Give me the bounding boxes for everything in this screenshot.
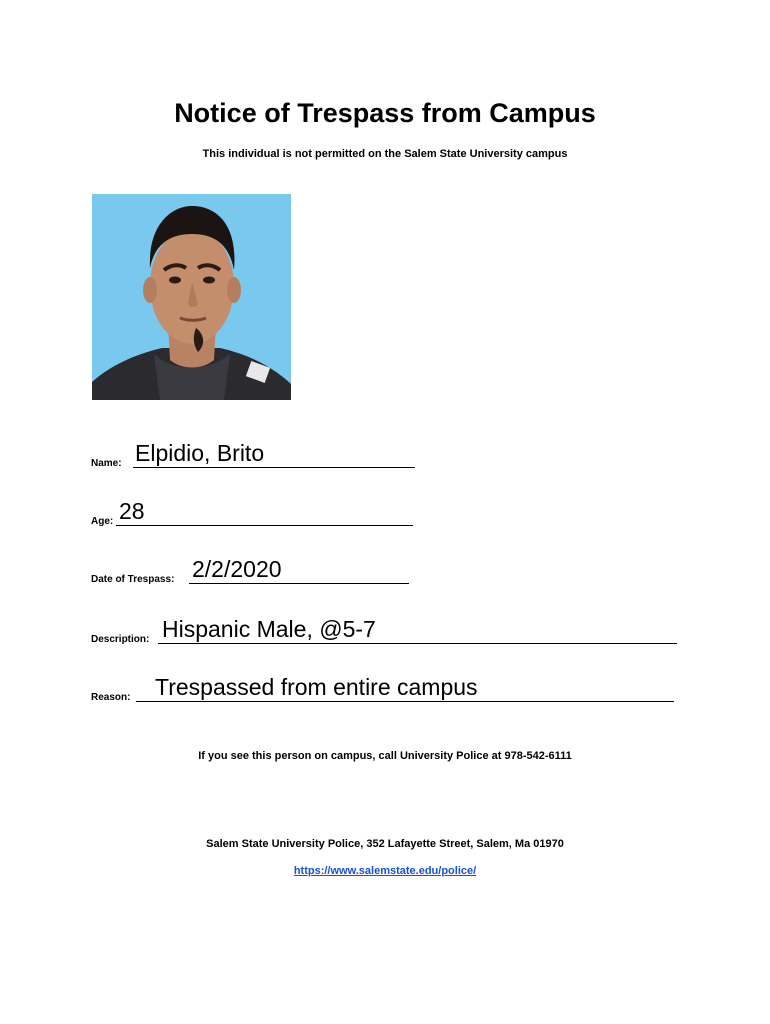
name-underline: [133, 467, 415, 468]
description-field: [91, 616, 681, 646]
reason-value: Trespassed from entire campus: [155, 674, 478, 700]
date-of-trespass-value: 2/2/2020: [192, 556, 282, 582]
document-subtitle: This individual is not permitted on the Salem State University campus: [202, 148, 568, 160]
call-police-notice: If you see this person on campus, call University Police at 978-542-6111: [198, 750, 572, 762]
name-label: Name:: [91, 458, 122, 469]
person-photo-icon: [92, 194, 291, 400]
name-field: [91, 440, 421, 470]
document-title: Notice of Trespass from Campus: [174, 98, 596, 128]
reason-label: Reason:: [91, 692, 131, 703]
police-website: [0, 864, 770, 878]
name-value: Elpidio, Brito: [135, 440, 265, 466]
reason-underline: [136, 701, 674, 702]
police-website-link[interactable]: https://www.salemstate.edu/police/: [293, 865, 477, 877]
date-of-trespass-label: Date of Trespass:: [91, 574, 175, 585]
person-photo: [92, 194, 291, 400]
description-value: Hispanic Male, @5-7: [162, 616, 376, 642]
date-of-trespass-field: [91, 556, 421, 586]
age-field: [91, 498, 421, 528]
age-underline: [116, 525, 413, 526]
police-address: Salem State University Police, 352 Lafayette Street, Salem, Ma 01970: [206, 838, 564, 850]
date-of-trespass-underline: [189, 583, 409, 584]
description-underline: [158, 643, 677, 644]
description-label: Description:: [91, 634, 150, 645]
reason-field: [91, 674, 681, 704]
age-label: Age:: [91, 516, 114, 527]
age-value: 28: [119, 498, 145, 524]
